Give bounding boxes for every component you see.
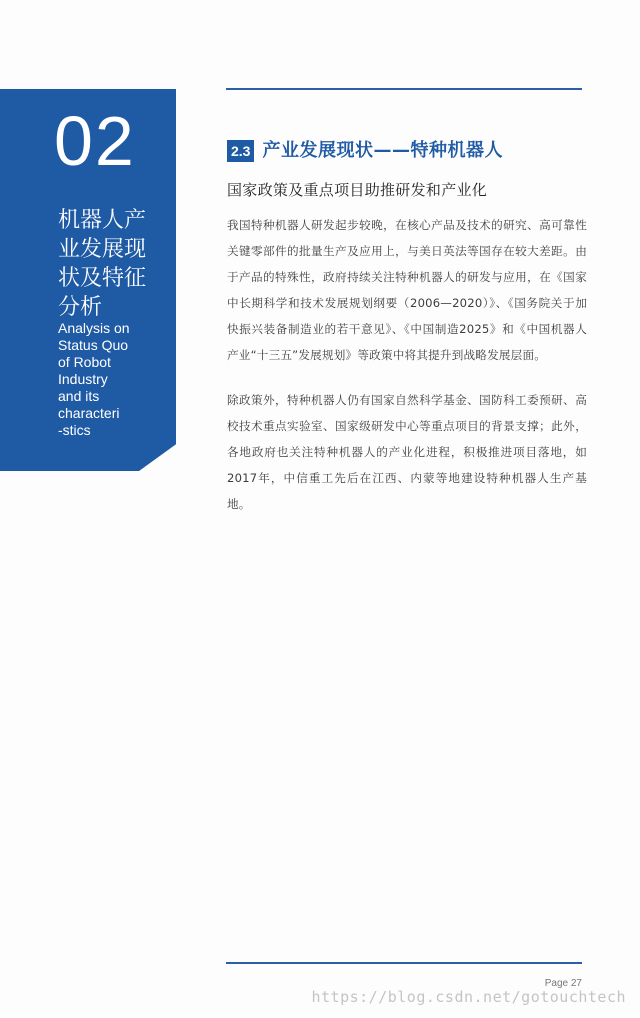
- section-number-badge: 2.3: [227, 140, 254, 162]
- chapter-title-en: Analysis on Status Quo of Robot Industry and its characteri -stics: [58, 320, 130, 438]
- chapter-number: 02: [54, 102, 136, 180]
- bottom-divider: [226, 962, 582, 964]
- sub-heading: 国家政策及重点项目助推研发和产业化: [227, 181, 488, 199]
- section-heading: [227, 138, 503, 164]
- watermark-url: https://blog.csdn.net/gotouchtech: [311, 988, 626, 1006]
- chapter-title-zh: 机器人产 业发展现 状及特征 分析: [58, 208, 147, 320]
- body-paragraph: 除政策外，特种机器人仍有国家自然科学基金、国防科工委预研、高校技术重点实验室、国家级研发中心等重点项目的背景支撑；此外，各地政府也关注特种机器人的产业化进程，积极推进项目落地，如2017年，中信重工先后在江西、内蒙等地建设特种机器人生产基地。: [227, 393, 587, 511]
- page-number: Page 27: [544, 978, 582, 989]
- body-paragraph: 我国特种机器人研发起步较晚，在核心产品及技术的研究、高可靠性关键零部件的批量生产及应用上，与美日英法等国存在较大差距。由于产品的特殊性，政府持续关注特种机器人的研发与应用，在《国家中长期科学和技术发展规划纲要（2006—2020）》、《国务院关于加快振兴装备制造业的若干意见》、《中国制造2025》和《中国机器人产业“十三五”发展规划》等政策中将其提升到战略发展层面。: [227, 218, 587, 362]
- section-title: 产业发展现状——特种机器人: [262, 140, 503, 161]
- top-divider: [226, 88, 582, 90]
